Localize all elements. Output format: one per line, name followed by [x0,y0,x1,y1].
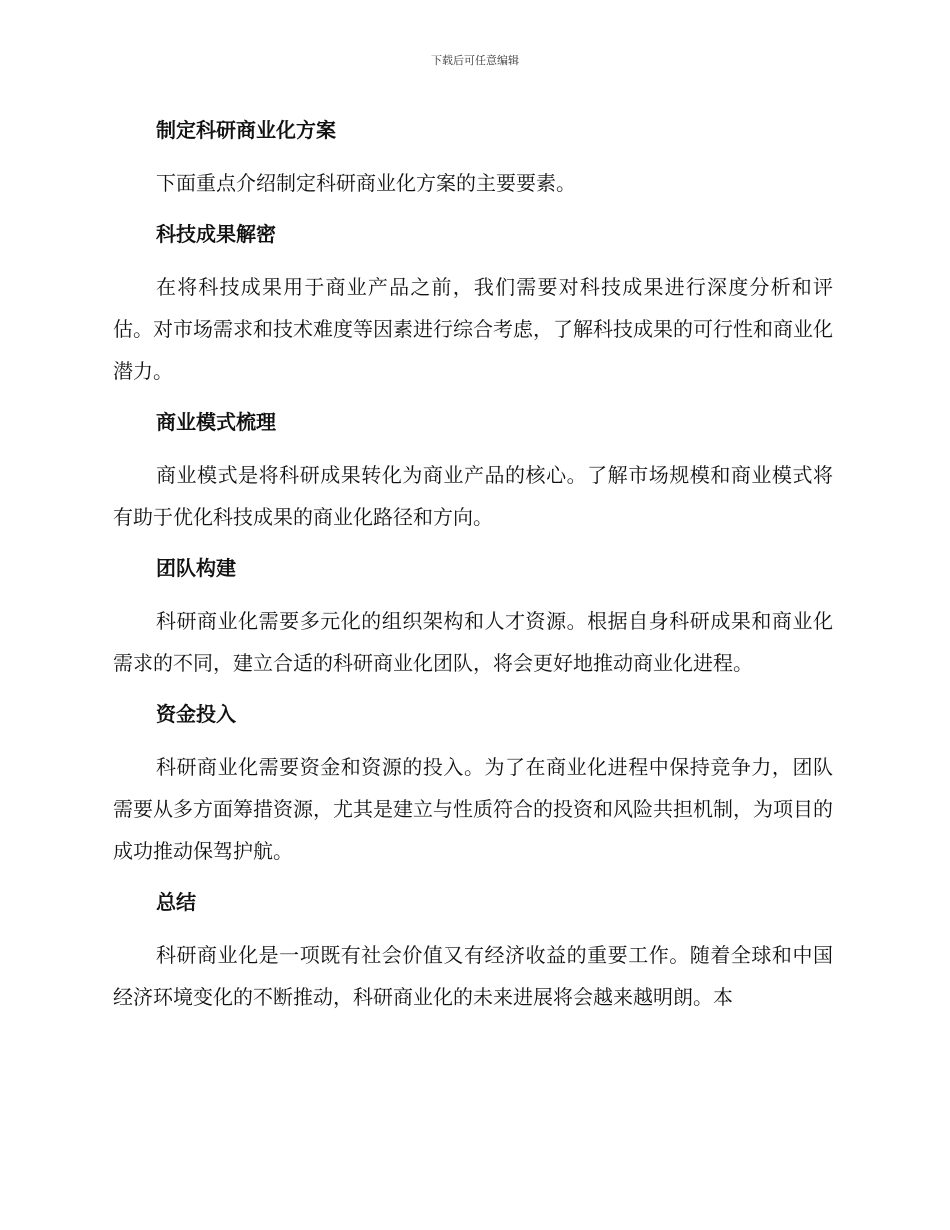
document-body [113,110,833,1018]
section-heading: 团队构建 [156,556,236,580]
section-paragraph: 科研商业化是一项既有社会价值又有经济收益的重要工作。随着全球和中国经济环境变化的不断推动，科研商业化的未来进展将会越来越明朗。本 [113,943,833,1009]
section-paragraph: 科研商业化需要多元化的组织架构和人才资源。根据自身科研成果和商业化需求的不同，建立合适的科研商业化团队，将会更好地推动商业化进程。 [113,609,833,675]
section-heading: 科技成果解密 [156,222,276,246]
section-heading: 总结 [156,890,196,914]
section-heading: 商业模式梳理 [156,410,276,434]
section-paragraph: 商业模式是将科研成果转化为商业产品的核心。了解市场规模和商业模式将有助于优化科技成果的商业化路径和方向。 [113,463,833,529]
section-heading: 制定科研商业化方案 [156,118,336,142]
section-heading: 资金投入 [156,702,236,726]
section-paragraph: 下面重点介绍制定科研商业化方案的主要要素。 [156,171,576,195]
header-note: 下载后可任意编辑 [431,54,519,67]
section-paragraph: 科研商业化需要资金和资源的投入。为了在商业化进程中保持竞争力，团队需要从多方面筹措资源，尤其是建立与性质符合的投资和风险共担机制，为项目的成功推动保驾护航。 [113,755,833,863]
section-paragraph: 在将科技成果用于商业产品之前，我们需要对科技成果进行深度分析和评估。对市场需求和技术难度等因素进行综合考虑，了解科技成果的可行性和商业化潜力。 [113,275,833,383]
